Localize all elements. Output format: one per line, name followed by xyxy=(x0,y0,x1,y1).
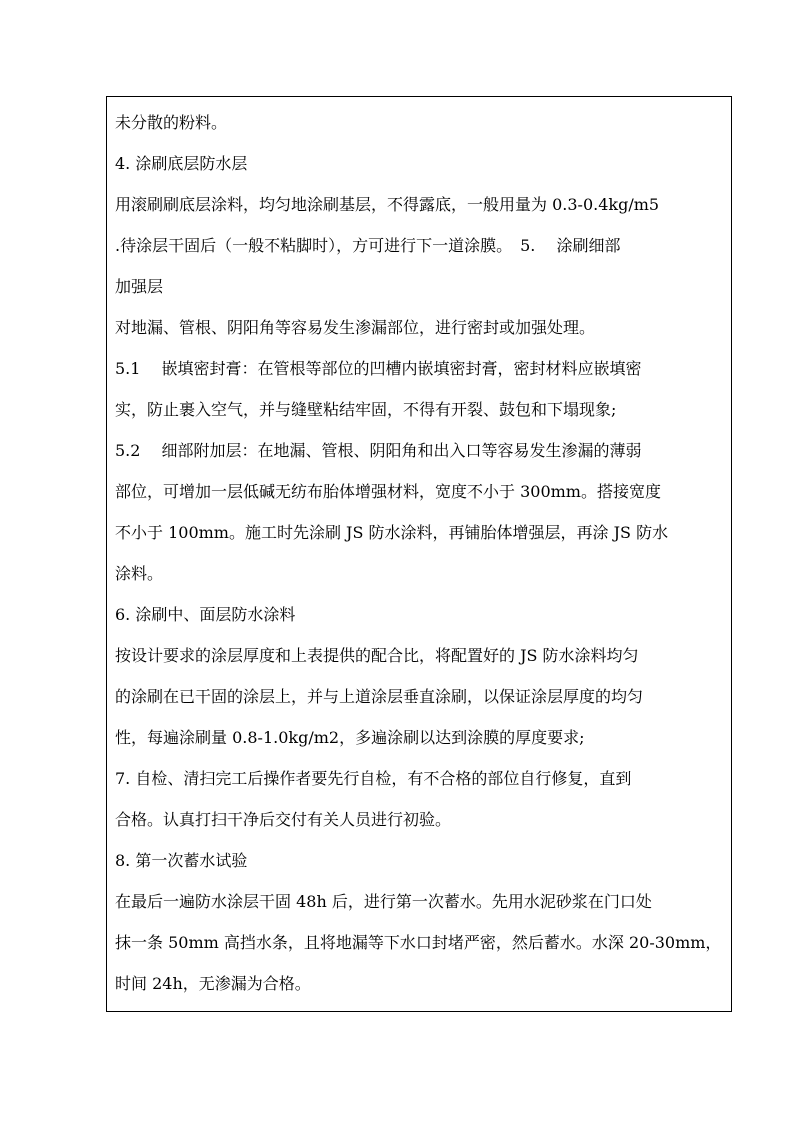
section-heading: 4. 涂刷底层防水层 xyxy=(115,154,248,173)
text-line: 5.2 细部附加层：在地漏、管根、阴阳角和出入口等容易发生渗漏的薄弱 xyxy=(115,441,642,460)
text-line: 合格。认真打扫干净后交付有关人员进行初验。 xyxy=(115,810,452,829)
text-line: 用滚刷刷底层涂料，均匀地涂刷基层，不得露底，一般用量为 0.3-0.4kg/m5 xyxy=(115,195,660,214)
section-heading: 8. 第一次蓄水试验 xyxy=(115,851,248,870)
text-line: 抹一条 50mm 高挡水条，且将地漏等下水口封堵严密，然后蓄水。水深 20-30mm， xyxy=(115,933,722,952)
text-line: 部位，可增加一层低碱无纺布胎体增强材料，宽度不小于 300mm。搭接宽度 xyxy=(115,482,661,501)
text-line: 7. 自检、清扫完工后操作者要先行自检，有不合格的部位自行修复，直到 xyxy=(115,769,632,788)
text-line: 5.1 嵌填密封膏：在管根等部位的凹槽内嵌填密封膏，密封材料应嵌填密 xyxy=(115,359,642,378)
text-line: 按设计要求的涂层厚度和上表提供的配合比，将配置好的 JS 防水涂料均匀 xyxy=(115,646,639,665)
text-line: 在最后一遍防水涂层干固 48h 后，进行第一次蓄水。先用水泥砂浆在门口处 xyxy=(115,892,652,911)
text-line: 涂料。 xyxy=(115,564,164,583)
text-line: .待涂层干固后（一般不粘脚时），方可进行下一道涂膜。 5. 涂刷细部 xyxy=(115,236,621,255)
text-line: 时间 24h，无渗漏为合格。 xyxy=(115,974,311,993)
text-line: 不小于 100mm。施工时先涂刷 JS 防水涂料，再铺胎体增强层，再涂 JS 防水 xyxy=(115,523,669,542)
section-heading: 6. 涂刷中、面层防水涂料 xyxy=(115,605,296,624)
text-line: 未分散的粉料。 xyxy=(115,113,228,132)
text-line: 对地漏、管根、阴阳角等容易发生渗漏部位，进行密封或加强处理。 xyxy=(115,318,596,337)
text-line: 性，每遍涂刷量 0.8-1.0kg/m2，多遍涂刷以达到涂膜的厚度要求; xyxy=(115,728,585,747)
text-line: 加强层 xyxy=(115,277,164,296)
text-line: 实，防止裹入空气，并与缝壁粘结牢固，不得有开裂、鼓包和下塌现象; xyxy=(115,400,617,419)
document-body xyxy=(115,102,727,1004)
text-line: 的涂刷在已干固的涂层上，并与上道涂层垂直涂刷，以保证涂层厚度的均匀 xyxy=(115,687,644,706)
document-table-cell xyxy=(106,96,732,1012)
